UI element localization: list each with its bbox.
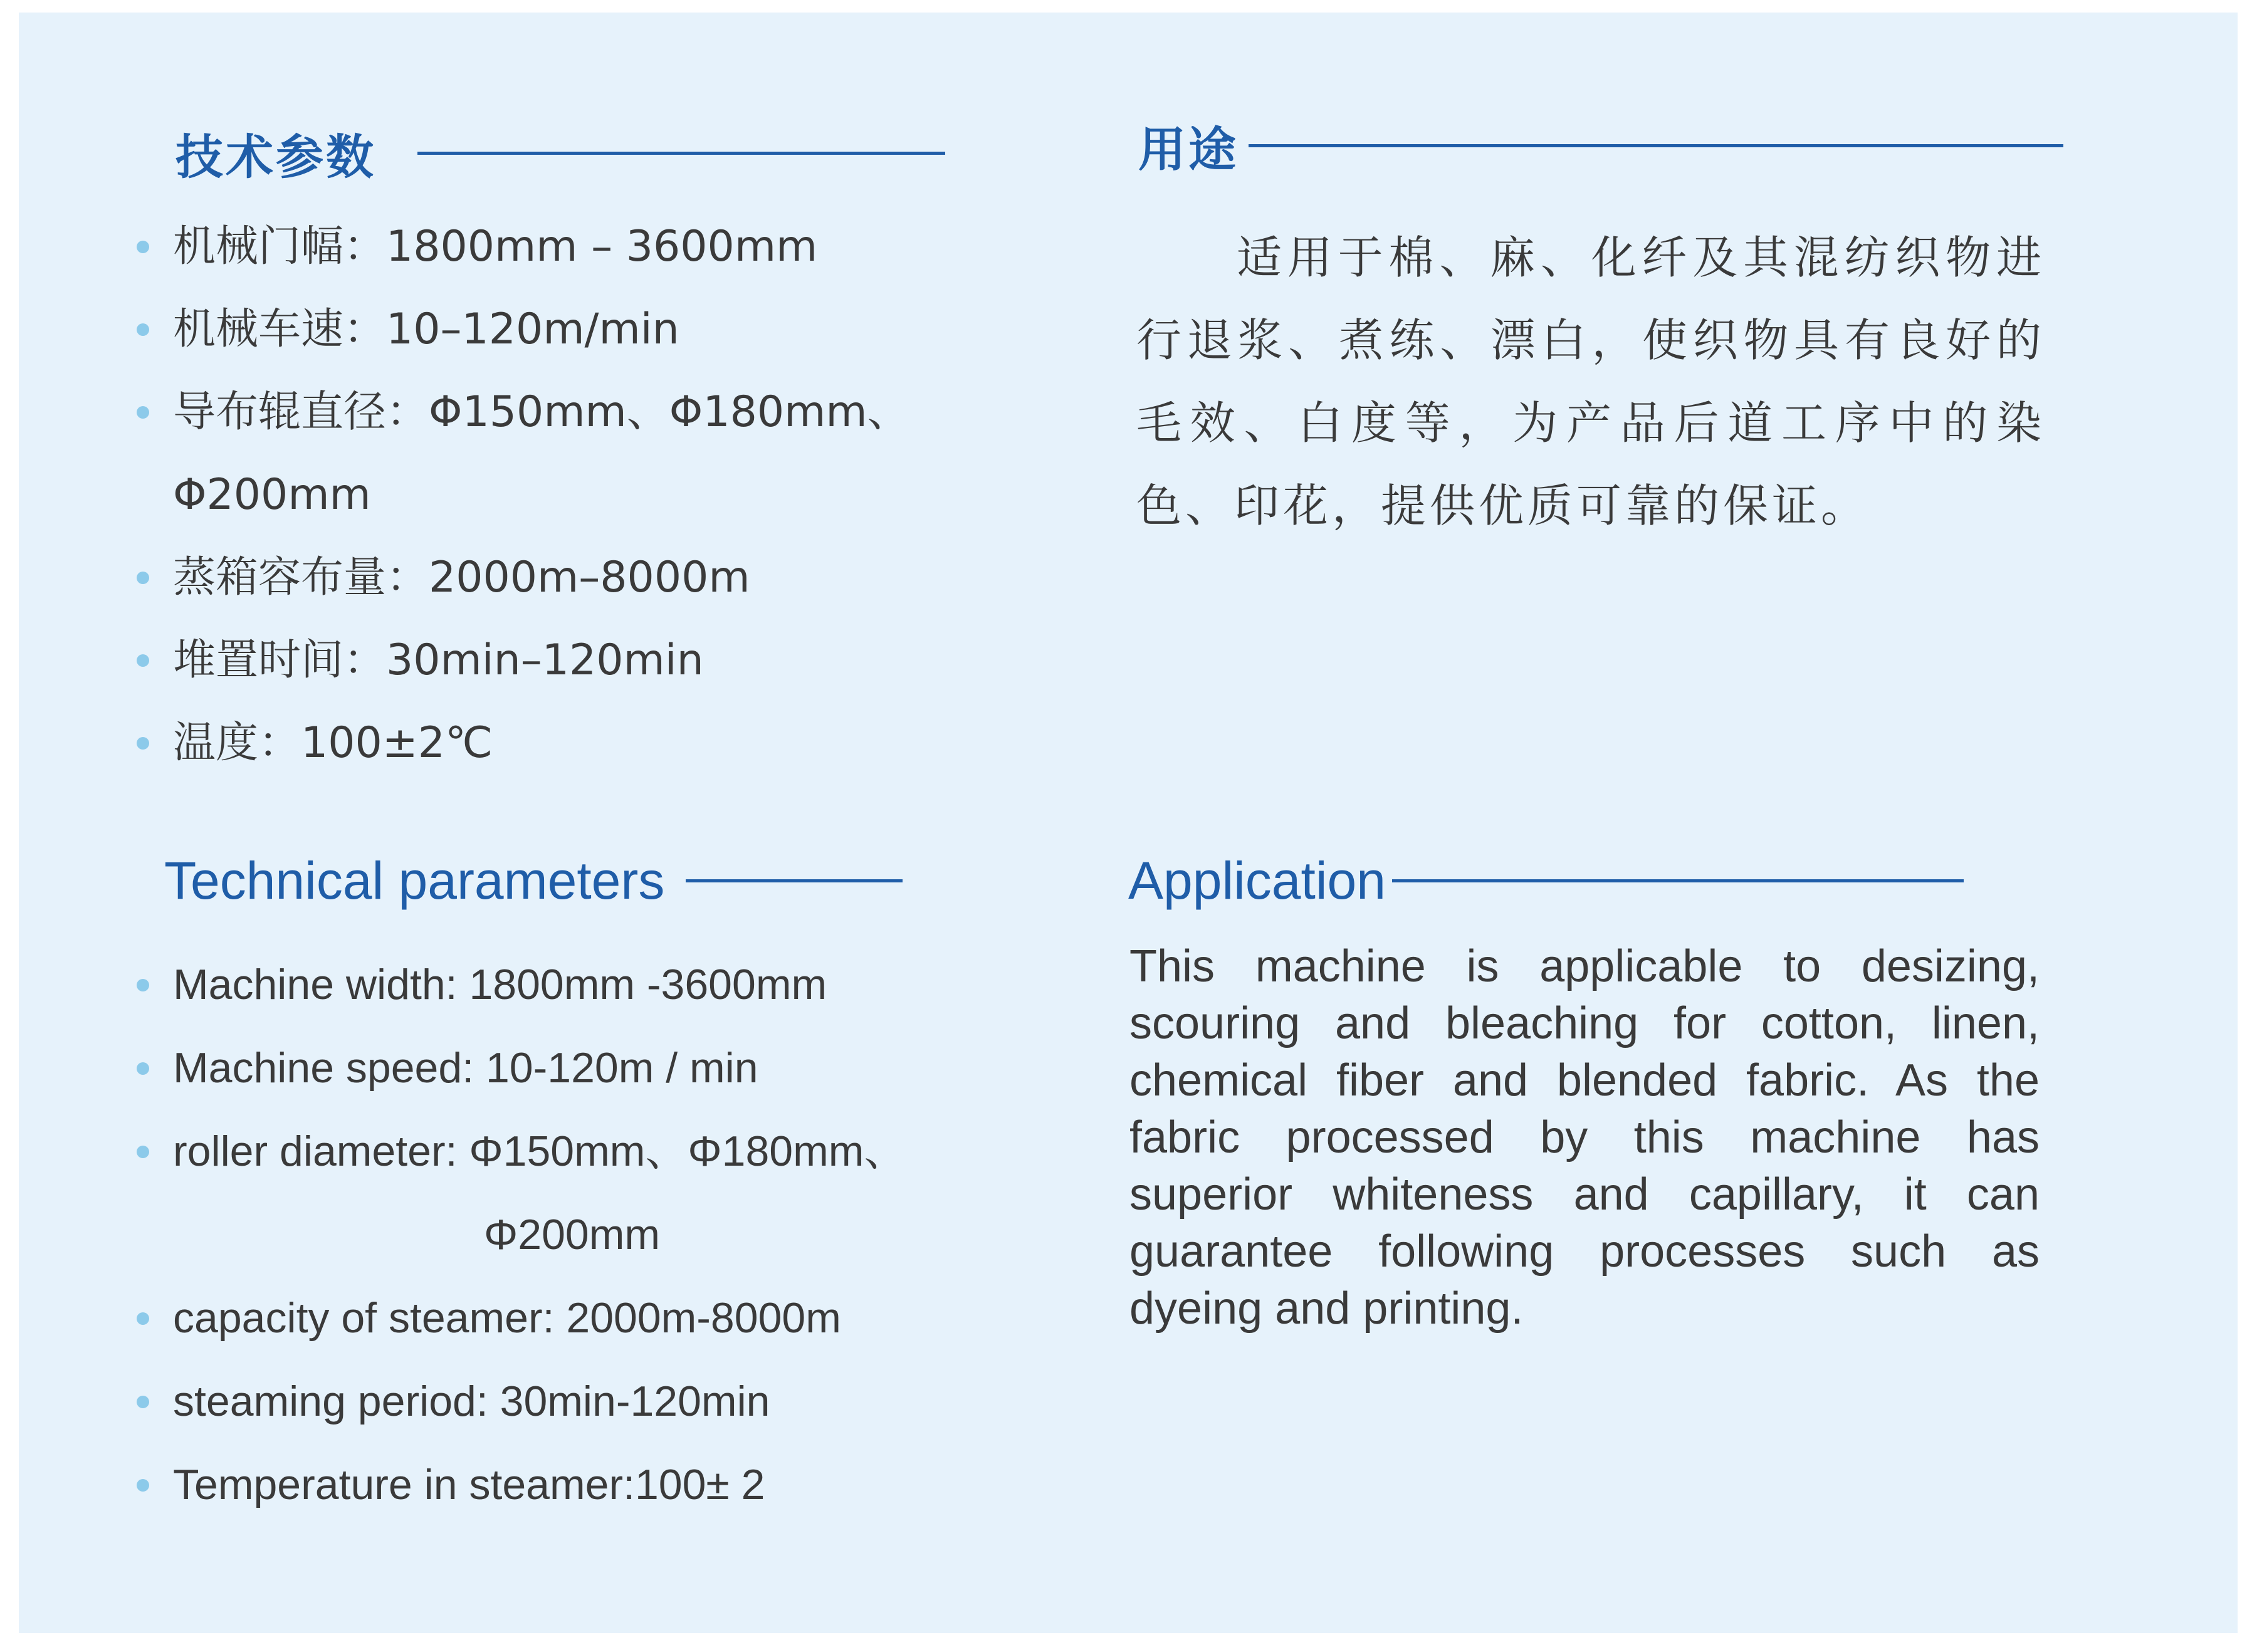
list-item: 蒸箱容布量：2000m–8000m xyxy=(137,536,910,619)
list-item: 温度：100±2℃ xyxy=(137,702,910,785)
bullet-dot xyxy=(137,1396,149,1408)
list-item: Machine speed: 10-120m / min xyxy=(137,1027,906,1110)
list-item: Machine width: 1800mm -3600mm xyxy=(137,943,906,1027)
en-app-text: This machine is applicable to desizing, scouring and bleaching for cotton, linen, chemical fiber and blended fabric. As the fabric processed by this machine has superior whiteness and capillary, it can guarantee following processes such as dyeing and printing. xyxy=(1129,941,2040,1334)
en-params-list xyxy=(137,943,906,1527)
list-item: 机械门幅：1800mm – 3600mm xyxy=(137,206,910,288)
en-app-title: Application xyxy=(1128,851,1386,910)
list-item: Temperature in steamer:100± 2 xyxy=(137,1443,906,1527)
list-item: 堆置时间：30min–120min xyxy=(137,619,910,702)
cn-app-heading xyxy=(1138,112,2063,180)
en-app-rule xyxy=(1392,879,1964,882)
cn-app-rule xyxy=(1249,144,2063,147)
bullet-dot xyxy=(137,241,149,253)
bullet-dot xyxy=(137,654,149,667)
list-item: capacity of steamer: 2000m-8000m xyxy=(137,1277,906,1360)
en-params-heading xyxy=(164,850,903,911)
bullet-dot xyxy=(137,323,149,336)
bullet-dot xyxy=(137,406,149,419)
bullet-dot xyxy=(137,1062,149,1075)
cn-params-title: 技术参数 xyxy=(175,131,376,184)
bullet-dot xyxy=(137,1479,149,1492)
list-item: steaming period: 30min-120min xyxy=(137,1360,906,1443)
list-item: 机械车速：10–120m/min xyxy=(137,288,910,371)
en-params-title: Technical parameters xyxy=(164,851,665,910)
bullet-dot xyxy=(137,1146,149,1158)
cn-params-list xyxy=(137,206,910,785)
cn-app-text: 适用于棉、麻、化纤及其混纺织物进行退浆、煮练、漂白，使织物具有良好的毛效、白度等，为产品后道工序中的染色、印花，提供优质可靠的保证。 xyxy=(1136,231,2045,532)
cn-app-title: 用途 xyxy=(1138,123,1239,177)
cn-params-rule xyxy=(417,152,945,155)
bullet-dot xyxy=(137,737,149,750)
en-app-heading xyxy=(1128,850,1964,911)
list-item: roller diameter: Φ150mm、Φ180mm、 Φ200mm xyxy=(137,1110,906,1277)
en-params-rule xyxy=(686,879,903,882)
bullet-dot xyxy=(137,979,149,991)
list-item: 导布辊直径：Φ150mm、Φ180mm、 Φ200mm xyxy=(137,371,910,536)
cn-params-heading xyxy=(175,119,945,187)
bullet-dot xyxy=(137,1312,149,1325)
bullet-dot xyxy=(137,572,149,584)
